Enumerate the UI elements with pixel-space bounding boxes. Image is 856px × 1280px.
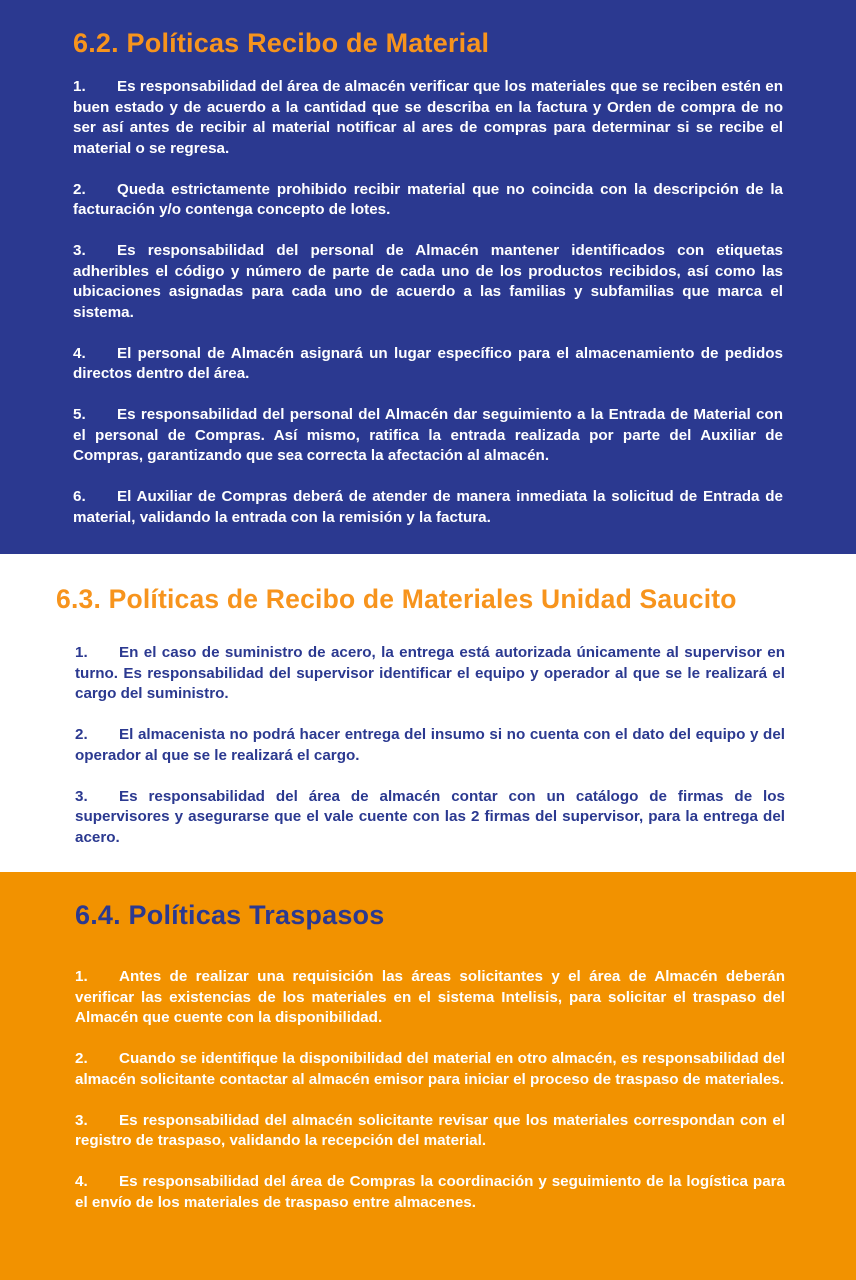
section-title: 6.4. Políticas Traspasos [75,900,385,930]
item-text: Es responsabilidad del área de almacén contar con un catálogo de firmas de los supervisores y asegurarse que el vale cuente con las 2 firmas del supervisor, para la entrega del acero. [75,787,785,846]
item-text: Queda estrictamente prohibido recibir material que no coincida con la descripción de la facturación y/o contenga concepto de lotes. [73,180,783,218]
policy-item [73,344,783,385]
item-text: El almacenista no podrá hacer entrega del insumo si no cuenta con el dato del equipo y del operador al que se le realizará el cargo. [75,726,785,764]
section-title: 6.2. Políticas Recibo de Material [73,28,490,58]
policy-list [75,643,785,869]
policy-item [73,77,783,159]
item-number: 1. [75,968,88,985]
policy-item [75,787,785,849]
item-number: 1. [73,78,86,95]
item-number: 4. [73,344,86,362]
item-text: Antes de realizar una requisición las áreas solicitantes y el área de Almacén deberán verificar las existencias de los materiales en el sistema Intelisis, para solicitar el traspaso del Almacén que cuente con la disponibilidad. [75,968,785,1026]
item-text: Es responsabilidad del almacén solicitante revisar que los materiales correspondan con el registro de traspaso, validando la recepción del material. [75,1111,785,1149]
item-number: 3. [73,242,86,259]
item-number: 3. [75,787,88,805]
section-title: 6.3. Políticas de Recibo de Materiales Unidad Saucito [56,584,737,614]
item-number: 6. [73,488,86,505]
policy-item [75,643,785,705]
item-text: El Auxiliar de Compras deberá de atender de manera inmediata la solicitud de Entrada de material, validando la entrada con la remisión y la factura. [73,488,783,526]
policy-item [73,241,783,323]
policy-item [73,180,783,221]
section-traspasos [0,872,856,1280]
item-text: Es responsabilidad del personal de Almacén mantener identificados con etiquetas adheribles el código y número de parte de cada uno de los productos recibidos, así como las ubicaciones asignadas para cada uno de acuerdo a las familias y subfamilias que marca el sistema. [73,242,783,321]
item-number: 1. [75,644,88,661]
policy-item [75,967,785,1029]
item-number: 2. [75,726,88,743]
policy-item [75,1049,785,1090]
section-recibo-saucito [0,554,856,872]
policy-item [73,487,783,528]
item-number: 3. [75,1111,88,1129]
item-text: En el caso de suministro de acero, la entrega está autorizada únicamente al supervisor en turno. Es responsabilidad del supervisor identificar el equipo y operador al que se le realizará el cargo del suministro. [75,644,785,702]
item-number: 2. [75,1050,88,1067]
item-text: Es responsabilidad del personal del Almacén dar seguimiento a la Entrada de Material con el personal de Compras. Así mismo, ratifica la entrada realizada por parte del Auxiliar de Compras, garantizando que sea correcta la afectación al almacén. [73,406,783,464]
item-text: El personal de Almacén asignará un lugar específico para el almacenamiento de pedidos directos dentro del área. [73,344,783,382]
item-number: 4. [75,1173,88,1190]
item-text: Cuando se identifique la disponibilidad del material en otro almacén, es responsabilidad del almacén solicitante contactar al almacén emisor para iniciar el proceso de traspaso de materiales. [75,1050,785,1088]
policy-item [75,1172,785,1213]
item-text: Es responsabilidad del área de Compras la coordinación y seguimiento de la logística para el envío de los materiales de traspaso entre almacenes. [75,1173,785,1211]
item-number: 2. [73,180,86,198]
policy-item [73,405,783,467]
policy-item [75,1111,785,1152]
item-text: Es responsabilidad del área de almacén verificar que los materiales que se reciben estén en buen estado y de acuerdo a la cantidad que se describa en la factura y Orden de compra de no ser así antes de recibir al material notificar al ares de compras para determinar si se recibe el material o se regresa. [73,78,783,157]
policy-list [73,77,783,549]
policy-item [75,725,785,766]
item-number: 5. [73,406,86,423]
policy-list [75,967,785,1234]
section-recibo-material [0,0,856,554]
